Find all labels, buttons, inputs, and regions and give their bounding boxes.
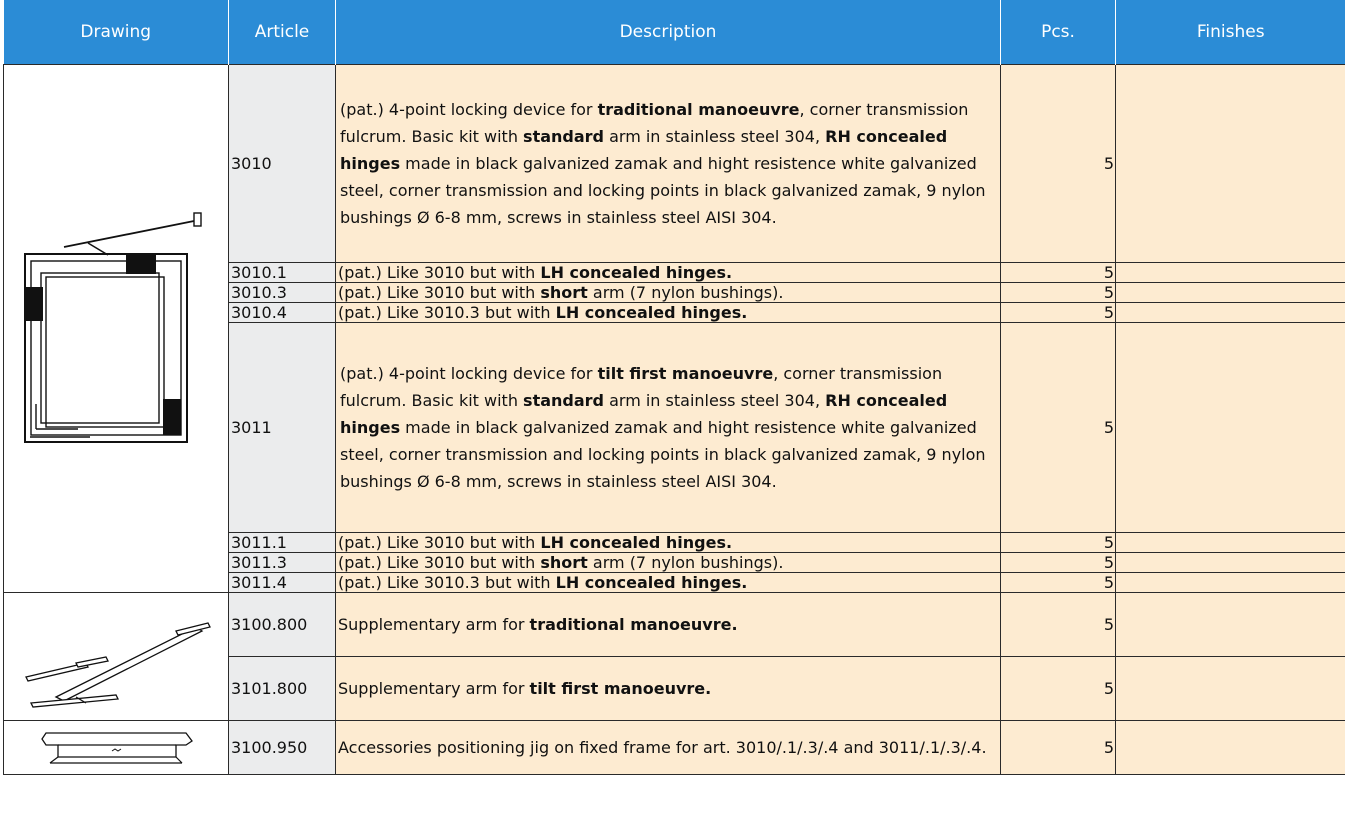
article-cell: 3011 <box>229 323 336 533</box>
description-text: (pat.) Like 3010 but with <box>338 553 541 572</box>
description-text: arm (7 nylon bushings). <box>587 553 784 572</box>
description-text: made in black galvanized zamak and hight resistence white galvanized steel, corner transmission and locking points in black galvanized zamak, 9 nylon bushings Ø 6-8 mm, screws in stainless steel AISI 304. <box>340 154 986 227</box>
locking-device-frame-drawing <box>16 209 216 449</box>
description-text: (pat.) Like 3010 but with <box>338 263 541 282</box>
description-bold-text: LH concealed hinges. <box>555 303 748 322</box>
table-row <box>4 65 1346 263</box>
finishes-cell <box>1116 533 1346 553</box>
description-text: , corner transmission fulcrum. Basic kit with <box>340 364 943 410</box>
article-cell: 3010.4 <box>229 303 336 323</box>
article-cell: 3100.950 <box>229 721 336 775</box>
article-cell: 3101.800 <box>229 657 336 721</box>
finishes-cell <box>1116 721 1346 775</box>
pcs-cell: 5 <box>1001 657 1116 721</box>
header-article: Article <box>229 0 336 65</box>
pcs-cell: 5 <box>1001 533 1116 553</box>
finishes-cell <box>1116 303 1346 323</box>
pcs-cell: 5 <box>1001 573 1116 593</box>
pcs-cell: 5 <box>1001 283 1116 303</box>
description-text: arm in stainless steel 304, <box>604 127 826 146</box>
description-bold-text: RH concealed hinges <box>340 391 948 437</box>
description-cell <box>336 553 1001 573</box>
pcs-cell: 5 <box>1001 721 1116 775</box>
article-cell: 3010 <box>229 65 336 263</box>
description-text: (pat.) 4-point locking device for <box>340 364 598 383</box>
article-cell: 3010.3 <box>229 283 336 303</box>
description-text: Supplementary arm for <box>338 679 530 698</box>
finishes-cell <box>1116 65 1346 263</box>
description-text: arm in stainless steel 304, <box>604 391 826 410</box>
pcs-cell: 5 <box>1001 263 1116 283</box>
description-bold-text: short <box>540 553 588 572</box>
drawing-cell-supplementary-arm <box>4 593 229 721</box>
finishes-cell <box>1116 553 1346 573</box>
table-row <box>4 721 1346 775</box>
description-bold-text: short <box>540 283 588 302</box>
description-text: (pat.) Like 3010.3 but with <box>338 303 556 322</box>
description-cell <box>336 263 1001 283</box>
description-cell <box>336 323 1001 533</box>
description-cell <box>336 657 1001 721</box>
article-cell: 3011.1 <box>229 533 336 553</box>
pcs-cell: 5 <box>1001 303 1116 323</box>
article-cell: 3010.1 <box>229 263 336 283</box>
finishes-cell <box>1116 657 1346 721</box>
description-text: Supplementary arm for <box>338 615 530 634</box>
description-bold-text: tilt first manoeuvre <box>597 364 774 383</box>
description-cell <box>336 65 1001 263</box>
pcs-cell: 5 <box>1001 553 1116 573</box>
description-bold-text: standard <box>523 391 604 410</box>
description-text: arm (7 nylon bushings). <box>587 283 784 302</box>
drawing-cell-positioning-jig <box>4 721 229 775</box>
description-text: Accessories positioning jig on fixed frame for art. 3010/.1/.3/.4 and 3011/.1/.3/.4. <box>338 738 987 757</box>
description-text: (pat.) 4-point locking device for <box>340 100 598 119</box>
description-bold-text: RH concealed hinges <box>340 127 948 173</box>
description-cell <box>336 283 1001 303</box>
header-finishes: Finishes <box>1116 0 1346 65</box>
finishes-cell <box>1116 593 1346 657</box>
pcs-cell: 5 <box>1001 323 1116 533</box>
description-cell <box>336 721 1001 775</box>
pcs-cell: 5 <box>1001 65 1116 263</box>
description-bold-text: LH concealed hinges. <box>555 573 748 592</box>
description-bold-text: traditional manoeuvre <box>597 100 800 119</box>
finishes-cell <box>1116 323 1346 533</box>
finishes-cell <box>1116 263 1346 283</box>
drawing-cell-locking-device <box>4 65 229 593</box>
positioning-jig-drawing <box>16 723 216 773</box>
description-cell <box>336 573 1001 593</box>
finishes-cell <box>1116 573 1346 593</box>
description-bold-text: traditional manoeuvre. <box>529 615 738 634</box>
finishes-cell <box>1116 283 1346 303</box>
product-table <box>3 0 1345 775</box>
description-text: (pat.) Like 3010 but with <box>338 283 541 302</box>
description-cell <box>336 303 1001 323</box>
description-bold-text: LH concealed hinges. <box>540 263 733 282</box>
description-text: made in black galvanized zamak and hight resistence white galvanized steel, corner transmission and locking points in black galvanized zamak, 9 nylon bushings Ø 6-8 mm, screws in stainless steel AISI 304. <box>340 418 986 491</box>
supplementary-arm-drawing <box>16 597 216 717</box>
header-pcs: Pcs. <box>1001 0 1116 65</box>
table-row <box>4 593 1346 657</box>
article-cell: 3011.4 <box>229 573 336 593</box>
header-drawing: Drawing <box>4 0 229 65</box>
pcs-cell: 5 <box>1001 593 1116 657</box>
description-text: (pat.) Like 3010.3 but with <box>338 573 556 592</box>
description-bold-text: tilt first manoeuvre. <box>529 679 712 698</box>
header-description: Description <box>336 0 1001 65</box>
description-bold-text: standard <box>523 127 604 146</box>
article-cell: 3100.800 <box>229 593 336 657</box>
article-cell: 3011.3 <box>229 553 336 573</box>
description-cell <box>336 533 1001 553</box>
description-text: (pat.) Like 3010 but with <box>338 533 541 552</box>
table-header-row <box>4 0 1346 65</box>
description-text: , corner transmission fulcrum. Basic kit with <box>340 100 969 146</box>
product-table-container <box>3 0 1345 827</box>
description-cell <box>336 593 1001 657</box>
description-bold-text: LH concealed hinges. <box>540 533 733 552</box>
